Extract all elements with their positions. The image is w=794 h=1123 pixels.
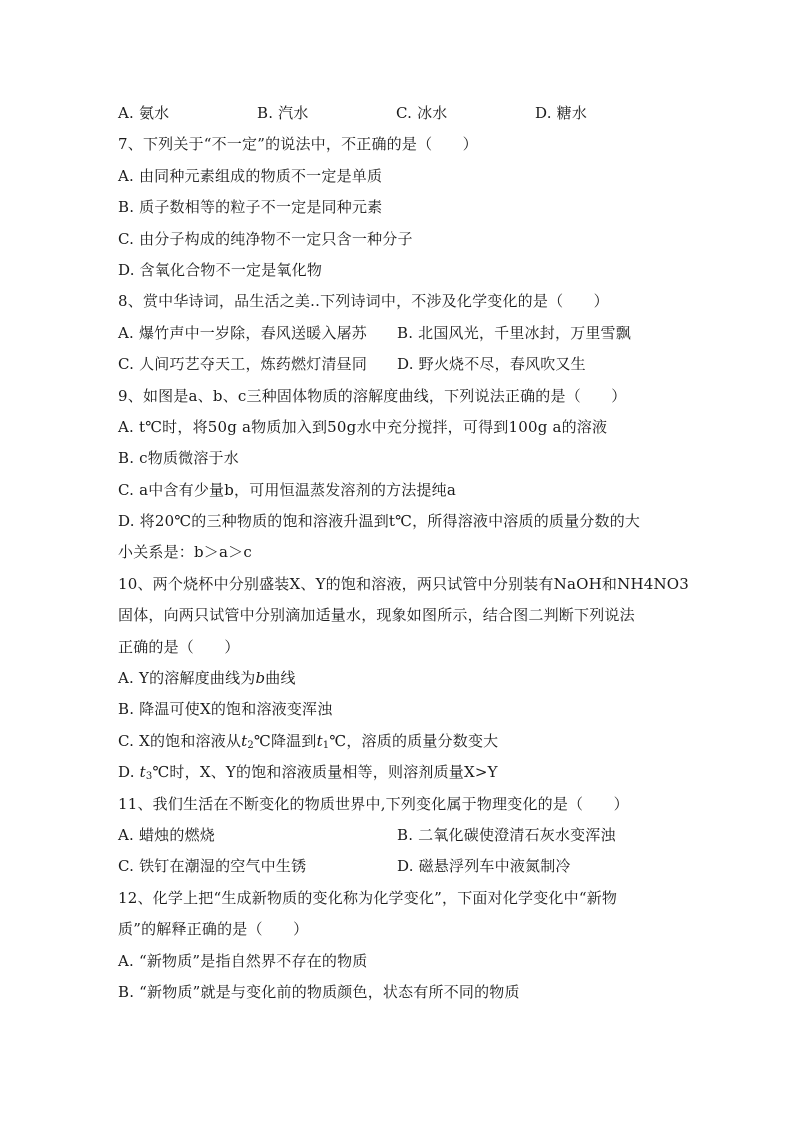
q12-stem-line1: 12、化学上把“生成新物质的变化称为化学变化”，下面对化学变化中“新物 xyxy=(118,888,618,907)
q10-option-c-sub1: 1 xyxy=(322,739,330,751)
q8-option-b: B. 北国风光，千里冰封，万里雪飘 xyxy=(397,323,631,342)
q10-stem-line1: 10、两个烧杯中分别盛装X、Y的饱和溶液，两只试管中分别装有NaOH和NH4NO3 xyxy=(118,574,690,593)
q11-options-row1 xyxy=(118,820,678,851)
q10-option-a-post: 曲线 xyxy=(265,669,296,688)
q8-options-row2 xyxy=(118,349,678,380)
q8-stem: 8、赏中华诗词，品生活之美..下列诗词中，不涉及化学变化的是（ ） xyxy=(118,292,609,311)
q8-options-row1 xyxy=(118,318,678,349)
q12-stem-line2: 质”的解释正确的是（ ） xyxy=(118,920,309,939)
exam-page xyxy=(118,98,690,1008)
q12-option-a: A. “新物质”是指自然界不存在的物质 xyxy=(118,951,368,970)
q7-option-c: C. 由分子构成的纯净物不一定只含一种分子 xyxy=(118,229,413,248)
q8-option-a: A. 爆竹声中一岁除，春风送暖入屠苏 xyxy=(118,323,367,342)
q10-option-d-t3: t xyxy=(139,763,146,782)
q8-option-d: D. 野火烧不尽，春风吹又生 xyxy=(397,355,586,374)
q8-option-c: C. 人间巧艺夺天工，炼药燃灯清昼同 xyxy=(118,355,368,374)
q10-option-a xyxy=(118,663,678,694)
q6-option-c: C. 冰水 xyxy=(396,104,448,122)
q11-option-c: C. 铁钉在潮湿的空气中生锈 xyxy=(118,857,307,876)
q9-option-d-cont: 小关系是：b＞a＞c xyxy=(118,543,252,562)
q6-option-d: D. 糖水 xyxy=(535,104,588,122)
q10-option-c-t2: t xyxy=(241,731,248,750)
q10-option-a-var: b xyxy=(255,669,266,688)
q10-stem-line2: 固体，向两只试管中分别滴加适量水，现象如图所示，结合图二判断下列说法 xyxy=(118,606,635,625)
q10-option-b: B. 降温可使X的饱和溶液变浑浊 xyxy=(118,700,333,719)
q9-option-b: B. c物质微溶于水 xyxy=(118,449,239,468)
q10-stem-line3: 正确的是（ ） xyxy=(118,637,240,656)
q7-option-b: B. 质子数相等的粒子不一定是同种元素 xyxy=(118,198,383,217)
q12-option-b: B. “新物质”就是与变化前的物质颜色，状态有所不同的物质 xyxy=(118,982,520,1001)
q9-option-c: C. a中含有少量b，可用恒温蒸发溶剂的方法提纯a xyxy=(118,480,456,499)
q10-option-c-pre: C. X的饱和溶液从 xyxy=(118,731,242,750)
q10-option-c-post: ℃，溶质的质量分数变大 xyxy=(329,731,499,750)
q6-option-a: A. 氨水 xyxy=(118,104,170,122)
q9-option-a: A. t℃时，将50g a物质加入到50g水中充分搅拌，可得到100g a的溶液 xyxy=(118,417,608,436)
q10-option-c-mid: ℃降温到 xyxy=(253,731,317,750)
q11-option-b: B. 二氧化碳使澄清石灰水变浑浊 xyxy=(397,825,616,844)
q11-option-a: A. 蜡烛的燃烧 xyxy=(118,825,215,844)
q7-stem: 7、下列关于“不一定”的说法中，不正确的是（ ） xyxy=(118,135,478,154)
q6-option-b: B. 汽水 xyxy=(257,104,309,122)
q10-option-d-pre: D. xyxy=(118,763,140,782)
q10-option-d-sub3: 3 xyxy=(145,771,153,783)
q11-stem: 11、我们生活在不断变化的物质世界中,下列变化属于物理变化的是（ ） xyxy=(118,794,629,813)
q7-option-a: A. 由同种元素组成的物质不一定是单质 xyxy=(118,166,383,185)
q6-options xyxy=(118,98,678,129)
q11-option-d: D. 磁悬浮列车中液氮制冷 xyxy=(397,857,571,876)
q11-options-row2 xyxy=(118,851,678,882)
q10-option-c xyxy=(118,726,678,757)
q9-option-d: D. 将20℃的三种物质的饱和溶液升温到t℃，所得溶液中溶质的质量分数的大 xyxy=(118,512,641,531)
q10-option-d xyxy=(118,757,678,788)
q9-stem: 9、如图是a、b、c三种固体物质的溶解度曲线，下列说法正确的是（ ） xyxy=(118,386,627,405)
q10-option-c-sub2: 2 xyxy=(247,739,254,751)
q10-option-d-post: ℃时，X、Y的饱和溶液质量相等，则溶剂质量X>Y xyxy=(152,763,498,782)
q10-option-a-pre: A. Y的溶解度曲线为 xyxy=(118,669,256,688)
q10-option-c-t1: t xyxy=(316,731,323,750)
q7-option-d: D. 含氧化合物不一定是氧化物 xyxy=(118,260,323,279)
